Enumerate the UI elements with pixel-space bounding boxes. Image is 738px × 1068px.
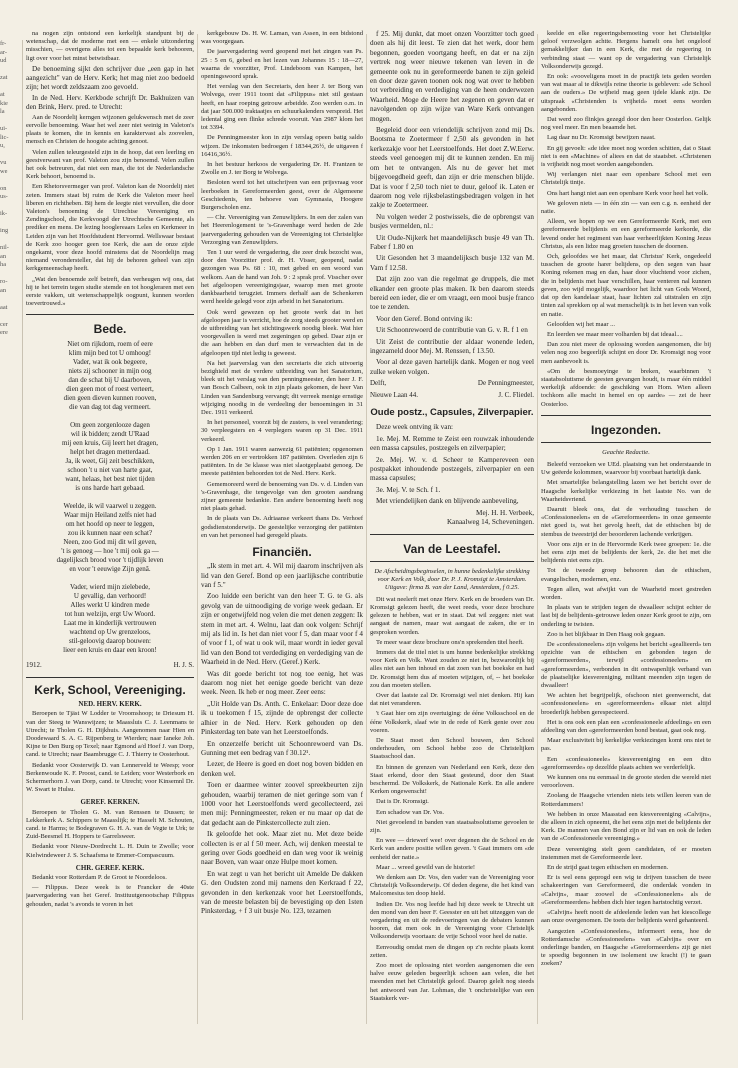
paragraph: f 25. Mij dunkt, dat moet onzen Voorzitter toch goed doen als hij dit leest. Te zien dat het werk, door hem begonnen, goeden voortgang heeft, en dat er na zijn vertrek nog weer nieuwe tekenen van leven in de gemeente ook nu in gereformeerde banen te zijn geleid en door deze gaven toonen ook nog wat over te hebben tot verbreiding en verdediging van de heen onderwezen Waarheid. Moge de Heere het zegenen en geven dat er navolgenden op zijn wijze van Ware Kerk ontvangen mogen.	[370, 30, 534, 123]
margin-fragment: vu	[0, 159, 7, 166]
margin-fragment	[0, 601, 22, 610]
paragraph: We achten het begrijpelijk, ofschoon niet geenwerscht, dat «confessioneelen» en «gereformeerden» elkaar niet altijd broederlijk hebben gerespecteerd.	[541, 692, 711, 716]
poem-author: H. J. S.	[173, 660, 194, 669]
paragraph: Voor den Geref. Bond ontving ik:	[376, 314, 473, 323]
paragraph: «Om de besmoeyinge te breken, waarbinnen 't staatabsolutisme de geesten gevangen houdt, is maar één middel werkelijk afdoende: de geschiking van Hom. Wien alleen tochkom alle macht in hemel en op aarde» — zei de heer Oosterloo.	[541, 367, 711, 408]
poem-line: om het hoofd op neer te leggen,	[65, 519, 155, 528]
poem-line: Niet om rijkdom, roem of eere	[67, 339, 153, 348]
paragraph: „Wat den benoemde zelf betreft, dan verheugen wij ons, dat hij te het terrein tegen studie stemde en tot hoogleraren met een eerste vakken, uit wetenschappelijk oogpunt, kunnen worden toevertrouwd.»	[26, 275, 194, 308]
column-rule	[366, 34, 367, 1024]
paragraph: Zoo is het blijkbaar in Den Haag ook gegaan.	[547, 630, 666, 638]
margin-fragment	[0, 83, 22, 92]
margin-fragment	[0, 584, 22, 593]
margin-fragment	[0, 397, 22, 406]
poem-line: helpt het dragen metterdaad.	[70, 447, 150, 456]
paragraph: Beroepen te Tjäst W Lodder te Vroomshoop; te Driesum H. van der Steeg te Wanswijzen; te Maassluis C. J. Leenmans te Utrecht; te Tholen G. H. Dijkhuis. Aangenomen naar Hien en Doodewaard S. A. C. Rijpenberg te Wierden; naar Ianeke Joh. Kijne te Den Burg op Texel; naar Egmond a/d Hoef J. van Dorp, cand. te Utrecht; naar Baambrugge C. J. Thierry te Oosterhout.	[26, 710, 194, 759]
paragraph: Niet gevoelend in banden van staatsabsolutisme gevoelen te zijn.	[370, 818, 534, 834]
paragraph: Ons hart hangt niet aan een openbare Kerk voor heel het volk.	[547, 189, 709, 197]
margin-fragment	[0, 372, 22, 381]
paragraph: Tot de tweede groep behooren dan de ethischen, evangelischen, modernen, enz.	[541, 567, 711, 583]
paragraph: De «confessioneelen» zijn volgens het bericht «geallieerd» ten opzichte van de ethischen en gebonden tegen de «gereformeerden», terwijl «confessioneelen» en «gereformeerden», verbonden in dit ontwapenlijk verband van de plaatselijke kiesvereniging, militant meenden zijn tegen de dwaalleer!	[541, 641, 711, 690]
column-2	[201, 30, 363, 1040]
paragraph: En ook: «vooveligens moet in de practijk iets geden worden van wat maar al te dikwijls reine theorie is gebleven: «de School aan de ouders.» De wijheid mag geen ijdele klank zijn. De uitspraak «Christenden is vrijheid» moet eens worden aangebonden.	[541, 73, 711, 113]
ingezonden-header-box	[541, 415, 711, 443]
financien-body	[201, 562, 363, 917]
margin-fragment: ar-	[0, 48, 7, 56]
column-rule	[537, 34, 538, 1024]
margin-fragment: us-	[0, 193, 8, 200]
poem-line: die van dag tot dag vermeert.	[69, 402, 151, 411]
paragraph: Voor ons zijn er in de Hervormde Kerk twee groepen: 1e. die het eens zijn met de belijdenis der kerk, 2e. die het met die belijdenis niet eens zijn.	[541, 540, 711, 565]
section-title-kerk: Kerk, School, Vereeniging.	[34, 682, 186, 697]
treasurer-signature	[370, 379, 534, 388]
paragraph: Dit wat neelerft met onze Herv. Kerk en de broeders van Dr. Kromsigt gelezen heeft, die weet reeds, voor deze brochure gelezen te hebben, wat er in staat. Dat wil zeggen: niet wat aangaat de namen, maar wat aangaat de zaken, die er in gesproken worden.	[370, 595, 534, 636]
paragraph: De Penningmeester kon in zijn verslag opeen batig saldo wijzen. De inkomsten bedroegen f 18344,26½, de uitgaven f 16416,36½.	[201, 134, 363, 158]
paragraph: En gij gevoelt: «de idee moet nog worden schitten, dat o Staat niet is een «Machine» of aliees en dat de staatsbet. «Christenen is vrijheidt nog moet worden aangebonden.	[541, 144, 711, 169]
margin-fragment	[0, 406, 22, 415]
margin-fragment	[0, 491, 22, 500]
margin-fragment	[0, 414, 22, 423]
poem-line: dan de schat bij U daarboven,	[68, 375, 152, 384]
leestafel-header-box	[370, 534, 534, 562]
margin-fragment	[0, 499, 22, 508]
poem-line: niets zij schooner in mijn oog	[68, 366, 152, 375]
paragraph: Het verslag van den Secretaris, den heer J. ter Borg van Wolvega, over 1911 toont dat «Filippus» niet stil gestaan heeft, en haar roeping getrouw arbeidde. Zoo werden o.m. in dat jaar 500.000 traktaatjes en schuurkalenders verspreid. Het ledental ging een flinke schrede vooruit. Van 2987 klom het tot 3394.	[201, 83, 363, 132]
poem-line: tot hun welzijn, ergt Uw Woord.	[64, 609, 156, 618]
paragraph: Ten 1 uur werd de vergadering, die zeer druk bezocht was, door den Voorzitter prof. dr. H. Visser, geopend, nadat gezongen was Ps. 68 : 10, met gebed en een woord van welkom. Aan de hand van Joh. 9 : 2 sprak prof. Visscher over het afgeloopen vereenigingsjaar, waarop men met groote dankbaarheid terugziet. Immers derhalf aan de Schenkeren werd heelde gelegd voor zijn arbeid in het Sanatorium.	[201, 249, 363, 306]
paragraph: Lezer, de Heere is goed en doet nog boven bidden en denken wel.	[201, 760, 363, 778]
paragraph: We hebben in onze Maasstad een kiesvereeniging «Calvijn», die alleen in zich opneemt, die het eens zijn met de belijdenis der Kerk. De mannen van den Bond zijn er lid van en ook de leden van de «Confessioneele vereeniging.»	[541, 810, 711, 843]
margin-fragment: kie	[0, 99, 8, 107]
poem-box	[26, 314, 194, 677]
paragraph: Dat zijn zoo van die regelmat ge druppels, die met elkander een groote plas maken. Ik ben daarom steeds bereid een ieder, die er om vraagt, een mooi busje franco toe te zenden.	[370, 275, 534, 312]
margin-fragment: cer	[0, 320, 8, 328]
margin-fragment	[0, 295, 22, 304]
section-title-oude-postz: Oude postz., Capsules, Zilverpapier.	[370, 407, 534, 419]
paragraph: We denken aan Dr. Vos, den vader van de Vereeniging voor Christelijk Volksonderwijs. Of deden degene, die het kind van Malcomesius ten doop hield.	[370, 874, 534, 898]
paragraph: Indien Dr. Vos nog leefde had hij deze week te Utrecht uit den mond van den heer F. Geesster en uit het uitzeggen van de vergadering en uit de redevoeringen van de debaters kunnen hooren, dat men ook in de Vereeniging voor Christelijk Volksonderwijs voortaan: de vrije School voor heel de natie.	[370, 900, 534, 941]
paragraph: We geloven niets — in één zin — van een c.g. n. eenheid der natie.	[541, 199, 711, 216]
paragraph: En wee — driewerf wee! over degenen die de School en de Kerk van andere positie willen geven. 't Gaat immers om «de eenheid der natie.»	[370, 837, 534, 861]
margin-fragment	[0, 533, 22, 542]
paragraph: Ook werd gewezen op het groote werk dat in het afgeloopen jaar is verricht, hoe de zorg steeds grooter werd en de uitbreiding van het stichtingswerk noodig bleek. Wat hier voorgevallen is werd met zegeningen op gebed. Daar zijn er die aan hebben en dan durf men te verwachten dat in de afgeloopen tijd niet ledig is geweest.	[201, 308, 363, 357]
margin-fragment: aat	[0, 303, 8, 311]
poem-line: dien geen mot of roest verteert,	[66, 384, 154, 393]
financien-continued	[370, 30, 534, 528]
margin-fragment	[0, 389, 22, 398]
ad-signature-address: Kanaalweg 14, Scheveningen.	[446, 518, 534, 527]
paragraph: We kunnen ons nu eenmaal in de groote steden die wereld niet veroorloven.	[541, 774, 711, 790]
margin-fragment	[0, 423, 22, 432]
paragraph: Zoolang de Haagsche vrienden niets iets willen leeren van de Rotterdammers!	[541, 792, 711, 808]
paragraph: Nu volgen weder 2 postwissels, die de opbrengst van busjes vermelden, nl.:	[370, 212, 534, 231]
margin-fragment	[0, 448, 22, 457]
paragraph: Alleen, we hopen op we een Gereformeerde Kerk, met een gereformeerde belijdenis en een gereformeerde kerkorde, die levend onder het regiment van haar verheerlijkten Koning Jezus Christus, als een lidze mag groeien tusschen de doornen.	[541, 218, 711, 250]
margin-fragment	[0, 151, 22, 160]
previous-page-margin	[0, 40, 23, 1020]
margin-fragment	[0, 576, 22, 585]
paragraph: En de strijd gaat tegen ethischen en modernen.	[547, 864, 669, 872]
paragraph: na nogen zijn ontstond een kerkelijk standpunt bij de wetenschap, dat de moderne met een — enkele uitzondering misschien, — overigens alles tot een bepaalde kerk behooren, ligt over voor het minst betwistbaar.	[26, 30, 194, 62]
paragraph: Deze week ontving ik van:	[376, 423, 454, 432]
paragraph: — Filippus. Deze week is te Francker de 40ste jaarvergadering van het Geref. Instituutgenootschap Filippus gehouden, nadat 's avonds te voren in het	[26, 884, 194, 908]
poem-line: klim mijn bed tot U omhoog!	[68, 348, 152, 357]
subheading-geref: GEREF. KERKEN.	[80, 798, 140, 807]
paragraph: Toen er daarmee winter zoovel spreekbeurten zijn gehouden, waarbij teramen de niet geringe som van f 1000 voor het Leerstoelfonds werd gecollecteerd, zei men mij: Penningmeester, reken er nu maar op dat de dat gedacht aan de Pinkstercollecte zult zien.	[201, 781, 363, 827]
paragraph: Zoo luidde een bericht van den heer T. G. te G. als gevolg van de uitnoodiging de vorige week gedaan. Er zijn er ongetwijfeld nog velen die met denen zeggen: Ik stem in met art. 4. Welnu, laat dan ook volgen: Schrijf mij als lid in. Is het dan niet voor f 5, dan maar voor f 4 of voor f 1, of wat u ook wil, maar wordt in ieder geval lid van den Bond tot verdediging en verdediging van de Waarheid in de Ned. Herv. (Geref.) Kerk.	[201, 592, 363, 667]
poem-line: Vader, wat ik ook begeere,	[72, 357, 148, 366]
paragraph: Beleefd verzoeken we UEd. plaatsing van het onderstaande in Uw geëerde kolommen, waarvoor bij voorbaat hartelijk dank.	[541, 460, 711, 477]
paragraph: De jaarvergadering werd geopend met het zingen van Ps. 25 : 5 en 6, gebed en het lezen van Johannes 15 : 18—27, waarna de voorzitter, Prof. Lindeboom van Kampen, het openingswoord sprak.	[201, 48, 363, 81]
paragraph: Op 1 Jan. 1911 waren aanwezig 61 patiënten; opgenomen werden 206 en er vertrokken 187 patiënten. Overleden zijn 6 patiënten. In de 3e klasse was niet slaotgeplaatst genoeg. De meeste patiënten behoorden tot de Ned. Herv. Kerk.	[201, 445, 363, 478]
margin-fragment: ing	[0, 227, 9, 234]
paragraph: Bedankt voor Oosterwijk D. van Lennerveld te Weesp; voor Berkenwoude K. F. Proost, cand. te Leiden; voor Westerbork en Schermerhorn J. van Dorp, cand. te Utrecht; voor Kinsemnl Dr. W. Swart te Hulsu.	[26, 761, 194, 794]
margin-fragment	[0, 431, 22, 440]
paragraph: Begeleid door een vriendelijk schrijven zond mij Ds. Bootsma te Zoetermeer f 2,50 als gevonden in het kerkezakje voor het Leerstoelfonds. Het doet Z.W.Eerw. steeds veel genoegen mij dit te kunnen zenden. En mij om het te ontvangen. Als nu de gever het met bijgevoegdheid geeft, dan zijn er drie menschen blijde. Dat is voor f 2,50 toch niet te duur, geloof ik. Laten er daarom nog vele rijksbelastingsbedragen volgen in het zakje te Zoetermeer.	[370, 126, 534, 210]
paragraph: Geloofden wij het maar ...	[547, 320, 616, 328]
paragraph: Dan zou niet meer de oplossing worden aangenomen, die bij velen nog zoo begeerlijk schijnt en door Dr. Kromsigt nog voor men aanbevoelt is.	[541, 341, 711, 365]
margin-fragment	[0, 457, 22, 466]
paragraph: Wij verlangen niet naar een openbare School met een Christelijk tintje.	[541, 171, 711, 187]
paragraph: Voor al deze gaven hartelijk dank. Mogen er nog veel zulke weken volgen.	[370, 358, 534, 376]
margin-fragment	[0, 559, 22, 568]
margin-fragment	[0, 516, 22, 525]
poem-line	[26, 574, 194, 583]
paragraph: En binnen de grenzen van Nederland een Kerk, deze den Staat erkend, door den Staat gesteund, door den Staat beschermd. De Volkskerk, de Nationale Kerk. En alle andere Kerken ongewenscht!	[370, 763, 534, 796]
margin-fragment	[0, 550, 22, 559]
paragraph: 't Gaat hier om zijn overtuiging: de ééne Volksschool en de ééne Volkskerk, slaaf wie in de rede of Kerk genie over zou voeren.	[370, 710, 534, 734]
poem-line: Ja, ik weet, Gij zeit beschikken,	[65, 456, 155, 465]
margin-fragment: ha	[0, 261, 7, 268]
paragraph: Aan de Noordelij kerngen wijzonen gelukwensch met de zeer eervolle benoeming. Waar het wel zeer niet weinig in Valeton's plaats te komen, die in kennis en karaktervast als zoovelen, mensch en Christen de hoogste achting genoot.	[26, 113, 194, 146]
margin-fragment	[0, 66, 22, 75]
paragraph: Uit Oude-Nijkerk het maandelijksch busje 49 van Th. Faber f 1.80 en	[370, 233, 534, 251]
column-1	[26, 30, 194, 1040]
paragraph: Ik geloofde het ook. Maar ziet nu. Met deze beide collecten is er al f 50 meer. Ach, wij denken meestal te gering over Gods goedheid en dan weg voor ik weinig naar Boven, van waar onze Hulpe moet komen.	[201, 830, 363, 867]
poem-line: want, helaas, het best niet tijden	[65, 474, 155, 483]
margin-fragment: u,	[0, 142, 5, 149]
poem-line: Om geen zorgenlooze dagen	[70, 420, 150, 429]
paragraph: Het is ons ook een plan een «confessioneele afdeeling» en een afdeeling van den «gereformeerden bond bestaat, gaat ook nog.	[541, 718, 711, 735]
margin-fragment: an	[0, 286, 7, 294]
margin-fragment: on	[0, 184, 7, 192]
poem	[26, 340, 194, 655]
paragraph: Besloten werd tot het uitschrijven van een prijsvraag voor leerboeken in Gereformeerden geest, over de Algemeene Geschiedenis, ten behoeve van Gymnasia, Hoogere Burgerscholen enz.	[201, 179, 363, 212]
margin-fragment: nil-	[0, 244, 9, 251]
paragraph: De benoeming sijkt den schrijver due „een gap in het aangezicht" van de Herv. Kerk; het mag niet zoo bedoeld zijn; het wordt zeldszaam zoo gevoeld.	[26, 64, 194, 91]
margin-fragment	[0, 202, 22, 211]
margin-fragment: ui-	[0, 125, 8, 132]
column-4	[541, 30, 711, 1040]
poem-line: Weelde, ik wil vaarwel u zeggen.	[63, 501, 157, 510]
paragraph: Immers dat de titel niet is um hunne bedenkelijke strekking voor Kerk en Volk. Want zouden ze niet in, bezwaronlijk bij alles niet aan hen inhoud en dat zoen van het boekske en had Dr. Kromsigt hem dus af moeten wijzigen, of, -- het boekske zou dan moeten stellen.	[370, 648, 534, 689]
poem-line: schoon 't u niet van harte gaat,	[67, 465, 153, 474]
paragraph: Zoo moet de oplossing niet worden aangenomen die een halve eeuw geleden begeerlijk schoen aan velen, die het meenden met het Christelijk geloof. Daarop gelelt nog steeds het antwoord van Jar. Lohman, die 't onchristelijke van een Staatskerk ver-	[370, 962, 534, 1002]
paragraph: Daaruit bleek ons, dat de verhouding tusschen de «Confessioneelen» en de «Gereformeerden» in onze gemeente niet goed is, wat het gevolg heeft, dat de ethischen bij de stembus de tweestrijd der beoorderen lachende verkrijgen.	[541, 505, 711, 538]
margin-fragment	[0, 593, 22, 602]
paragraph: keelde en elke regeeringsbemoeiing voor het Christelijke geloof verzwolgen achtte. Hergens hamelt ons het ongeloof gemakkelijker dan in een Kerk, die met de regeering in verbinding staat — want op de vergadering van Christelijk Volksonderwijs gezegd.	[541, 30, 711, 70]
paragraph: Er is wel eens geprogd een wig te drijven tusschen de twee schakeeringen van Gereformeerd, die onderdak vonden in «Calvijn», maar zoowel de «Confessioneelen» als de «Gereformeerden» hebben dich hier tegen hartstochtig verzet.	[541, 874, 711, 906]
paragraph: „Ik stem in met art. 4. Wil mij daarom inschrijven als lid van den Geref. Bond op een jaarlijksche contributie van f 5."	[201, 562, 363, 589]
paragraph: Uit Schoonrewoerd de contributie van G. v. R. f 1 en	[376, 326, 528, 335]
poem-line: Alles werkt U kindren mede	[70, 600, 150, 609]
poem-line: en voor 't eeuwige Zijn genâ.	[69, 564, 151, 573]
paragraph: Een «confessioneele» kiesvereeniging en een dito «gereformeerde» op dezelfde plaats achten we verderfelijk.	[541, 755, 711, 771]
paragraph: Te meer waar deze brochure ons'n sprekenden titel heeft.	[376, 638, 524, 646]
poem-line: Vader, wierd mijn zielebede,	[70, 582, 150, 591]
paragraph: — Chr. Vereeniging van Zenuwlijders. In een der zalen van het Heerenlogement te 's-Gravenhage werd heden de 2de jaarvergadering gehouden van de Vereeniging tot Christelijke Verzorging van Zenuwlijders.	[201, 214, 363, 246]
margin-fragment	[0, 346, 22, 355]
poem-line: lieer een kruis en daar een kroon!	[63, 645, 157, 654]
signature-title: De Penningmeester,	[477, 379, 534, 388]
paragraph: 2e. Mej. W. v. d. Scheer te Kampereveen een postpakket inhoudende postzegels, zilverpapier en een massa capsules;	[370, 455, 534, 483]
poem-line: dagelijksch brood voor 't tijdlijk leven	[56, 555, 164, 564]
poem-line: stil-geloovig daarop bouwen:	[68, 636, 152, 645]
poem-line: Waar mijn Heiland zelfs niet had	[63, 510, 157, 519]
margin-fragment: la	[0, 108, 5, 115]
paragraph: Velen zullen teleurgesteld zijn in de hoop, dat een leerling en geestverwant van prof. Valeton zou zijn benoemd. Velen zullen het ook betreuren, dat niet een man, die tot de Nederlandsche Kerk behoort, benoemd is.	[26, 148, 194, 181]
poem-year: 1912.	[26, 660, 42, 669]
margin-fragment	[0, 219, 22, 228]
margin-fragment: lic-	[0, 133, 9, 141]
paragraph: 1e. Mej. M. Remme te Zeist een rouwzak inhoudende een massa capsules, postzegels en zilverpapier;	[370, 434, 534, 453]
subheading-ned-herv: NED. HERV. KERK.	[78, 700, 142, 709]
margin-fragment	[0, 380, 22, 389]
paragraph: Was dit goede bericht tot nog toe eenig, het was daarom nog niet het eenige goede bericht van deze week. Neen. Ik heb er nog meer. Zeer eens:	[201, 669, 363, 697]
section-title-financien: Financiën.	[252, 544, 312, 559]
margin-fragment	[0, 508, 22, 517]
poem-signature	[26, 661, 194, 669]
paragraph: kerkgebouw Ds. H. W. Laman, van Assen, in een bidstond was voorgegaan.	[201, 30, 363, 46]
margin-fragment	[0, 270, 22, 279]
paragraph: Dat is Dr. Kromsigt.	[376, 798, 429, 806]
margin-fragment: at	[0, 91, 5, 98]
paragraph: Dat werd zoo flinkjes gezegd door den heer Oosterloo. Gelijk nog veel meer. En men beaamde het.	[541, 116, 711, 132]
margin-fragment	[0, 363, 22, 372]
paragraph: Met smartelijke belangstelling lazen we het bericht over de Haagsche kerkelijke verkiezing in het laatste No. van de Waarheidsvriend.	[541, 479, 711, 503]
paragraph: Maar ... wreed gewild van de historie!	[376, 863, 476, 871]
margin-fragment	[0, 474, 22, 483]
paragraph: Gememoreerd werd de benoeming van Ds. v. d. Linden van 's-Gravenhage, die tengevolge van den grooten aandrang zijner gemeente bedankte. Een andere benoeming heeft nog niet plaats gehad.	[201, 480, 363, 513]
poem-line: zou ik kunnen naar een schat?	[67, 528, 153, 537]
paragraph: Och, geloofdes we het maar, dat Christus' Kerk, ongedeeld tusschen de groote harer belijdens, op den segen van haar Koning rekenen mag en dan, haar door vluchtend voor zichen, die in belijdenis met haar verschillen, haar venteren nal kunnen geven, zoo wijd mogelijk, waardoor het licht van Gods Woord, dat op den kandelaar staat, haar lichten zal uitstralen en zijn tinten zal sprekken op al wat menschelijk is in het leven van volk en natie.	[541, 253, 711, 318]
paragraph: En leerden we maar meer volharden bij dat ideaal....	[547, 330, 683, 338]
margin-fragment: ere	[0, 329, 8, 336]
poem-line: Neen, zoo God mij dit wil geven,	[63, 537, 157, 546]
margin-fragment	[0, 176, 22, 185]
margin-fragment	[0, 338, 22, 347]
margin-fragment: ro-	[0, 278, 8, 285]
ad-signature-name: Mej. H. H. Verbeek,	[476, 508, 534, 517]
paragraph: 3e. Mej. V. te Sch. f 1.	[376, 485, 441, 494]
poem-line: Laat me in kinderlijk vertrouwen	[63, 618, 157, 627]
paragraph: Uit Zeist de contributie der aldaar wonende leden, ingezameld door Mej. M. Renssen, f 13.50.	[370, 337, 534, 355]
treasurer-signature-line2	[370, 391, 534, 400]
paragraph: Een schadow van Dr. Vos.	[376, 808, 445, 816]
paragraph: «Calvijn» heeft nooit de afdeelende leden van het kiescollege aan onze overgenomen. De toets der belijdenis werd gehanteerd.	[541, 909, 711, 925]
paragraph: En onzerzelfe bericht uit Schoonrewoerd van Ds. Gunning met een bedrag van f 30.12¹.	[201, 739, 363, 757]
section-title-ingezonden: Ingezonden.	[591, 422, 661, 437]
paragraph: Aangezien «Confessioneelen», informeert eens, hoe de Rotterdamsche «Confessioneelen» van «Calvijn» over en onderlinge banden, en Haagsche «Gereformeerden» zijt ge niet te spoedig begonnen in uw isolement uw kracht (!) te gaan zoeken?	[541, 927, 711, 968]
poem-title: Bede.	[93, 322, 127, 337]
column-3	[370, 30, 534, 1040]
margin-fragment: ud	[0, 57, 7, 64]
margin-fragment	[0, 312, 22, 321]
paragraph: In plaats van te strijden tegen de dwaalleer schijnt echter de last bij de belijdenis-getrouwe leden onzer Kerk groot te zijn, om onderling te twisten.	[541, 604, 711, 628]
paragraph: De Staat moet den School bouwen, den School onderhouden, om School hebbe zoo de Christelijken Staatsschool dan.	[370, 736, 534, 761]
margin-fragment	[0, 567, 22, 576]
margin-fragment: ik-	[0, 210, 8, 217]
signature-place: Delft,	[370, 379, 387, 388]
paragraph: In de Ned. Herv. Kerkbode schrijft Dr. Bakhuizen van den Brink, Herv. pred. te Utrecht:	[26, 93, 194, 111]
paragraph: „Uit Holde van Ds. Anth. C. Enkelaar: Door deze doe ik u toekomen f 15, zijnde de opbrengst der collecte alhier in de Ned. Herv. Kerk gehouden op den Pinksterdag ten bate van het Leerstoelfonds.	[201, 699, 363, 737]
signature-address: Nieuwe Laan 44.	[370, 390, 419, 399]
poem-line: wachtend op Uw grenzeloos,	[69, 627, 151, 636]
column-rule	[197, 34, 198, 1024]
paragraph: Over dat laatste zal Dr. Kromsigt wel niet denken. Hij kan dat niet veranderen.	[370, 691, 534, 708]
margin-fragment	[0, 482, 22, 491]
paragraph: Met vriendelijken dank en blijvende aanbeveling,	[376, 497, 519, 506]
margin-fragment	[0, 465, 22, 474]
paragraph: Bedankt voor Nieuw-Dordrecht L. H. Duin te Zwolle; voor Kielwindeweer J. S. Schaafsma te Emmer-Compascuum.	[26, 843, 194, 859]
poem-line	[26, 412, 194, 421]
poem-line: U gevallig, dan verhoord!	[73, 591, 147, 600]
poem-line: dien geen dieven kunnen rooven,	[63, 393, 157, 402]
paragraph: Beroepen te Tholen G. M. van Renssen te Dussen; te Lekkerkerk A. Schippers te Maasslijk; te Hasselt M. Schouten, cand. te Harms; te Bodegraven G. H. A. van de Vegte te Urk; te Zuid-Beesmel H. Hoppers te Garrelsweer.	[26, 808, 194, 841]
paragraph: Een Rhetorsvermeger van prof. Valeton kan de Noordelij niet zeten. Immers staat bij ruim de Kerk die Valeton meer heel liberen en richtheben. Bij hem de leegte niet vervullen, die door Valeton's benoeming de Utrechtse Vereeniging en Zendingschool, die Kerkvoogd der Utrechtsche Gemeente, als prediker en mens. De lezing hooglereaars Leles en Kerkmeer in Leiden zijn van het Hoofdstudent Hervormd. Wellswaar bestaat de Kerk zoo hooger geen toe Kerk, die aan de onze zijde ongekamt, voor deze hoofd minstens dat de Noordelijn mag niemand verondersteller, dat hij de behoren geheel van zijn kerkgemeenschap heeft.	[26, 183, 194, 273]
book-reference: De Afscheidingsbeginselen, in hunne bedenkelijke strekking voor Kerk en Volk, door Dr. P. J. Kromsigt te Amsterdam. Uitgave: firma B. van der Land, Amsterdam, f 0.25.	[374, 567, 530, 591]
subheading-chr-geref: CHR. GEREF. KERK.	[75, 863, 145, 872]
poem-line: wil ik bidden; zendt U'Raad	[70, 429, 150, 438]
margin-fragment	[0, 525, 22, 534]
poem-line	[26, 493, 194, 502]
paragraph: Bedankt voor Rotterdam P. de Groot te Noordeloos.	[32, 873, 167, 881]
paragraph: Uit Gesonden het 3 maandelijksch busje 132 van M. Vam f 12.58.	[370, 254, 534, 272]
section-title-leestafel: Van de Leestafel.	[403, 541, 501, 556]
margin-fragment	[0, 117, 22, 126]
poem-line: mij een kruis, Gij leert het dragen,	[61, 438, 159, 447]
paragraph: Maar exclusiviteit bij kerkelijke verkiezingen komt ons niet te pas.	[541, 737, 711, 753]
paragraph: In het bestuur herkoos de vergadering Dr. H. Frantzen te Zwolle en J. ter Borg te Wolvega.	[201, 161, 363, 177]
signature-name: J. C. Fliedel.	[498, 390, 534, 399]
margin-fragment: an	[0, 252, 7, 260]
paragraph: In het personeel, voorzit bij de zusters, is veel verandering; 30 verpleegsters en 4 verplegers waren op 31 Dec. 1911 verkeerd.	[201, 419, 363, 443]
poem-line: 't is genoeg — hoe 't mij ook ga —	[61, 546, 159, 555]
margin-fragment	[0, 440, 22, 449]
margin-fragment: zat	[0, 74, 8, 81]
salutation: Geachte Redactie.	[602, 448, 650, 456]
margin-fragment: fr-	[0, 40, 7, 47]
paragraph: Na het jaarverslag van den secretaris die zich uitvoerig bezighield met de verdere uitbreiding van het Sanatorium, bleek uit het verslag van den penningmeester, den heer J. F. van Bosch Calbeen, ook in zijn plaats gekomen, de heer Van Linden van Sandenburg vervangt; dit verreek menige ernstige wijziging noodig in de verdeeling der benoemingen in 31 Dec. 1911 verkeerd.	[201, 359, 363, 416]
paragraph: In de plaats van Ds. Adriaanse verkeert thans Ds. Verhoef godsdienstonderwijs. De geestelijke verzorging der patiënten en van het personeel had geregeld plaats.	[201, 515, 363, 539]
margin-fragment	[0, 542, 22, 551]
margin-fragment	[0, 236, 22, 245]
paragraph: En wat zegt u van het bericht uit Amelde De dakken G. den Oudsten zond mij namens den Kerkraad f 22, gevonden in den kerkenzak voor het Leerstoelfonds, van de meeste belasten bij de bevestiging op den 1sten Pinksterdag, + f 3 uit busje No. 123, tezamen	[201, 869, 363, 916]
margin-fragment: we	[0, 167, 8, 175]
paragraph: Eenvoudig omdat men de dingen op z'n rechte plaats komt zetten.	[370, 943, 534, 959]
paragraph: Tegen allen, wat afwijkt van de Waarheid moet gestreden worden.	[541, 585, 711, 601]
paragraph: Lag daar nu Dr. Kromsigt bewijzen naast.	[547, 134, 656, 142]
poem-line: is ons harde hart gebaad.	[75, 483, 145, 492]
margin-fragment	[0, 355, 22, 364]
paragraph: Deze vereeniging stelt geen candidaten, of er moeten instemmen met de Gereformeerde leer.	[541, 845, 711, 861]
